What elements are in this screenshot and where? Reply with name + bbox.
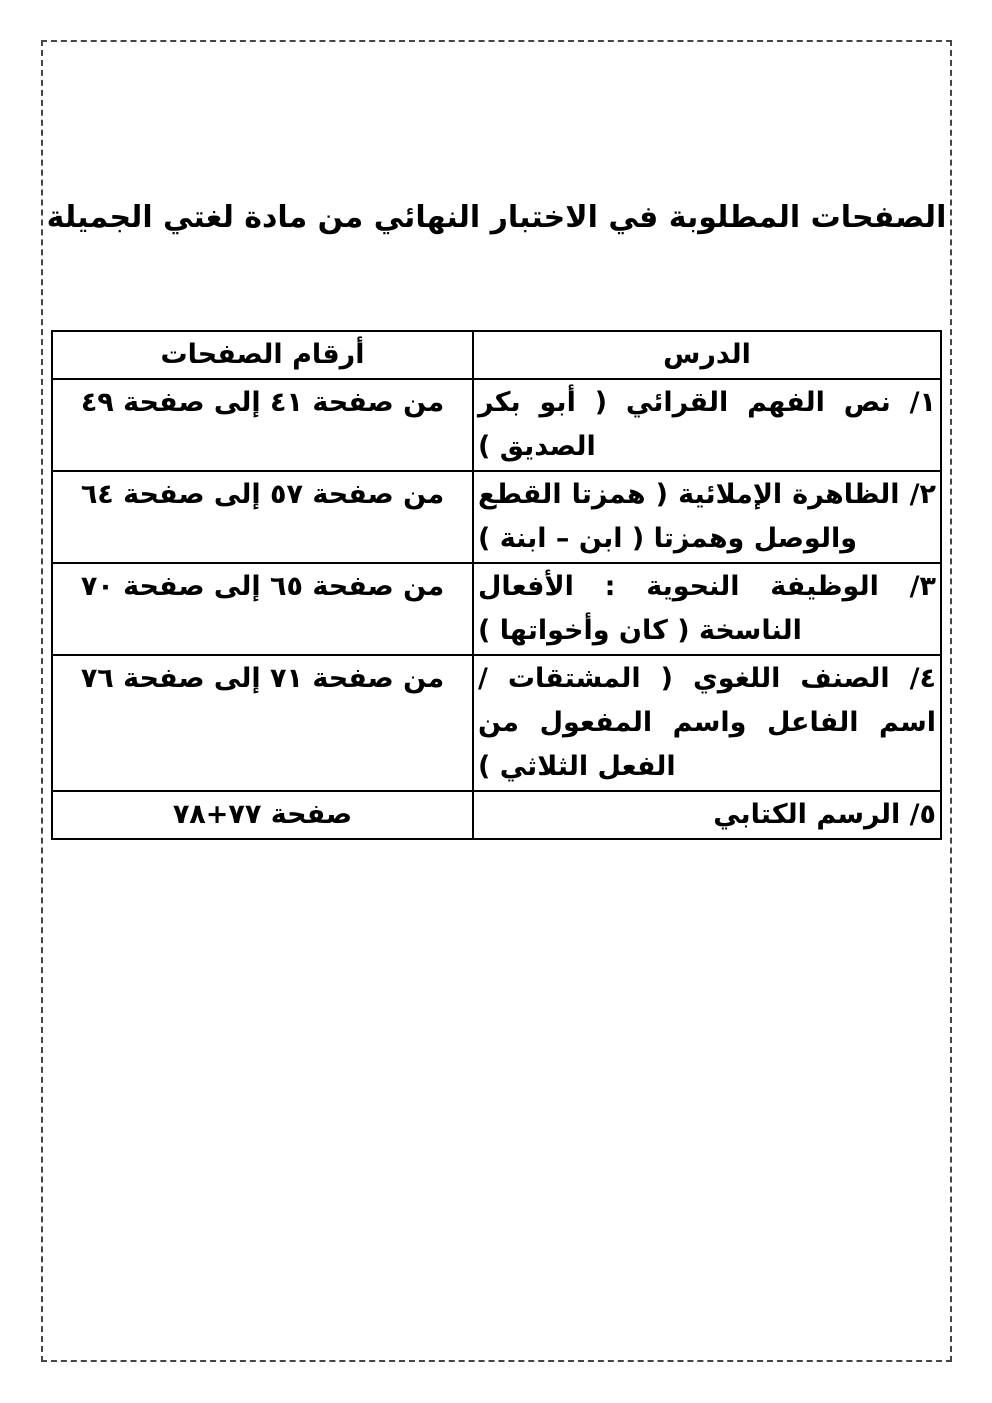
table-row [52,379,941,471]
lesson-cell: ٤/ الصنف اللغوي ( المشتقات / اسم الفاعل واسم المفعول من الفعل الثلاثي ) [473,655,941,791]
pages-cell: من صفحة ٧١ إلى صفحة ٧٦ [52,655,473,791]
lesson-cell: ٢/ الظاهرة الإملائية ( همزتا القطع والوصل وهمزتا ( ابن – ابنة ) [473,471,941,563]
pages-cell: من صفحة ٤١ إلى صفحة ٤٩ [52,379,473,471]
table-row [52,655,941,791]
table-row [52,563,941,655]
table-row [52,471,941,563]
column-header-lesson: الدرس [473,331,941,379]
pages-cell: من صفحة ٦٥ إلى صفحة ٧٠ [52,563,473,655]
page-title: الصفحات المطلوبة في الاختبار النهائي من مادة لغتي الجميلة [46,200,947,235]
lesson-cell: ٥/ الرسم الكتابي [473,791,941,839]
lesson-cell: ٣/ الوظيفة النحوية : الأفعال الناسخة ( كان وأخواتها ) [473,563,941,655]
table-header-row [52,331,941,379]
dashed-page-border [41,40,952,1362]
pages-cell: صفحة ٧٧+٧٨ [52,791,473,839]
exam-pages-table [51,330,942,840]
column-header-pages: أرقام الصفحات [52,331,473,379]
pages-cell: من صفحة ٥٧ إلى صفحة ٦٤ [52,471,473,563]
table-row [52,791,941,839]
lesson-cell: ١/ نص الفهم القرائي ( أبو بكر الصديق ) [473,379,941,471]
